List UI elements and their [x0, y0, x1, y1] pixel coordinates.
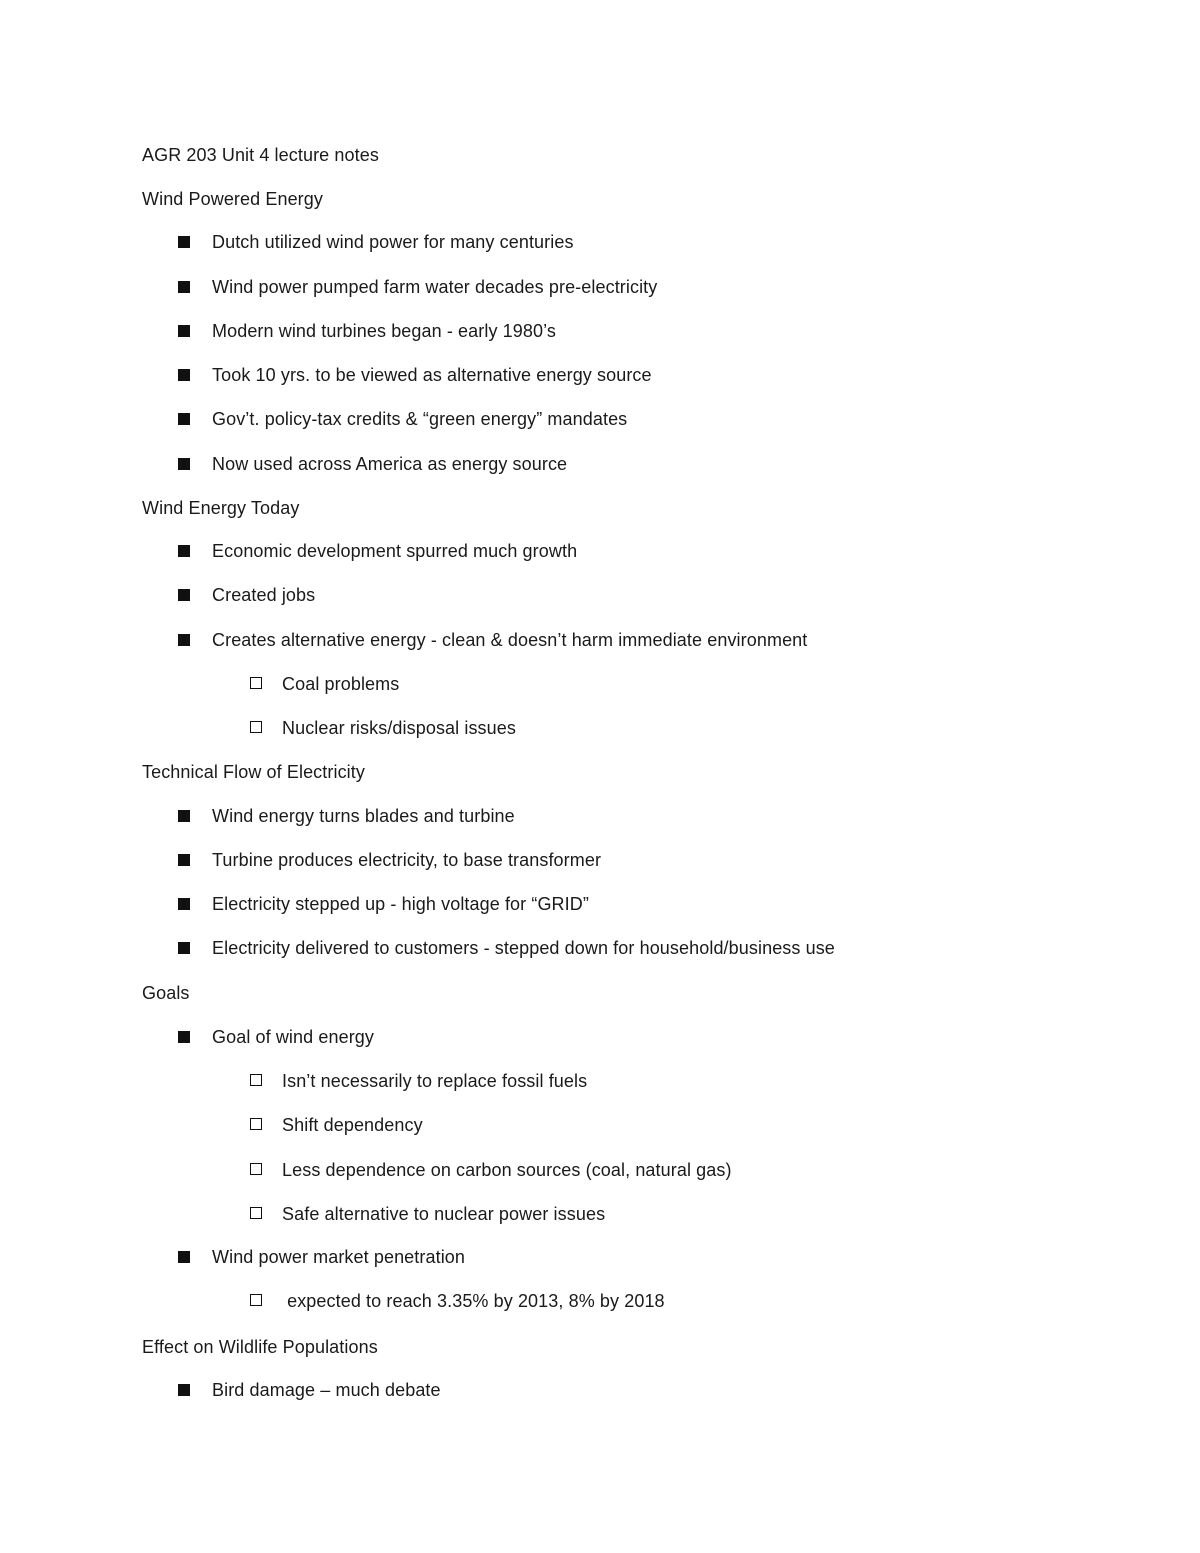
list-item: Wind power market penetration — [212, 1247, 466, 1267]
list-item: Creates alternative energy - clean & doesn’t harm immediate environment — [212, 630, 808, 650]
checkbox-bullet-icon — [250, 1118, 262, 1130]
sub-list-item: Coal problems — [282, 674, 400, 694]
list-item: Electricity delivered to customers - stepped down for household/business use — [212, 938, 835, 958]
checkbox-bullet-icon — [250, 1074, 262, 1086]
list-item: Wind power pumped farm water decades pre-electricity — [212, 277, 658, 297]
square-bullet-icon — [178, 942, 190, 954]
list-item: Bird damage – much debate — [212, 1380, 441, 1400]
document-title: AGR 203 Unit 4 lecture notes — [142, 145, 379, 165]
square-bullet-icon — [178, 1031, 190, 1043]
square-bullet-icon — [178, 854, 190, 866]
square-bullet-icon — [178, 413, 190, 425]
square-bullet-icon — [178, 589, 190, 601]
section-heading: Wind Energy Today — [142, 498, 300, 518]
list-item: Turbine produces electricity, to base transformer — [212, 850, 602, 870]
sub-list-item: Safe alternative to nuclear power issues — [282, 1204, 606, 1224]
checkbox-bullet-icon — [250, 1163, 262, 1175]
square-bullet-icon — [178, 1251, 190, 1263]
list-item: Dutch utilized wind power for many centuries — [212, 232, 574, 252]
list-item: Electricity stepped up - high voltage for “GRID” — [212, 894, 589, 914]
sub-list-item: Shift dependency — [282, 1115, 423, 1135]
section-heading: Goals — [142, 983, 190, 1003]
square-bullet-icon — [178, 634, 190, 646]
square-bullet-icon — [178, 898, 190, 910]
square-bullet-icon — [178, 810, 190, 822]
list-item: Modern wind turbines began - early 1980’s — [212, 321, 556, 341]
section-heading: Technical Flow of Electricity — [142, 762, 365, 782]
list-item: Wind energy turns blades and turbine — [212, 806, 515, 826]
list-item: Gov’t. policy-tax credits & “green energy” mandates — [212, 409, 628, 429]
list-item: Took 10 yrs. to be viewed as alternative energy source — [212, 365, 652, 385]
square-bullet-icon — [178, 325, 190, 337]
checkbox-bullet-icon — [250, 1207, 262, 1219]
square-bullet-icon — [178, 458, 190, 470]
sub-list-item: expected to reach 3.35% by 2013, 8% by 2018 — [282, 1291, 665, 1311]
list-item: Now used across America as energy source — [212, 454, 568, 474]
list-item: Created jobs — [212, 585, 316, 605]
square-bullet-icon — [178, 236, 190, 248]
square-bullet-icon — [178, 545, 190, 557]
checkbox-bullet-icon — [250, 1294, 262, 1306]
list-item: Goal of wind energy — [212, 1027, 374, 1047]
section-heading: Effect on Wildlife Populations — [142, 1337, 378, 1357]
checkbox-bullet-icon — [250, 721, 262, 733]
sub-list-item: Isn’t necessarily to replace fossil fuels — [282, 1071, 588, 1091]
list-item: Economic development spurred much growth — [212, 541, 578, 561]
section-heading: Wind Powered Energy — [142, 189, 323, 209]
sub-list-item: Nuclear risks/disposal issues — [282, 718, 516, 738]
sub-list-item: Less dependence on carbon sources (coal, natural gas) — [282, 1160, 732, 1180]
square-bullet-icon — [178, 1384, 190, 1396]
checkbox-bullet-icon — [250, 677, 262, 689]
square-bullet-icon — [178, 369, 190, 381]
square-bullet-icon — [178, 281, 190, 293]
